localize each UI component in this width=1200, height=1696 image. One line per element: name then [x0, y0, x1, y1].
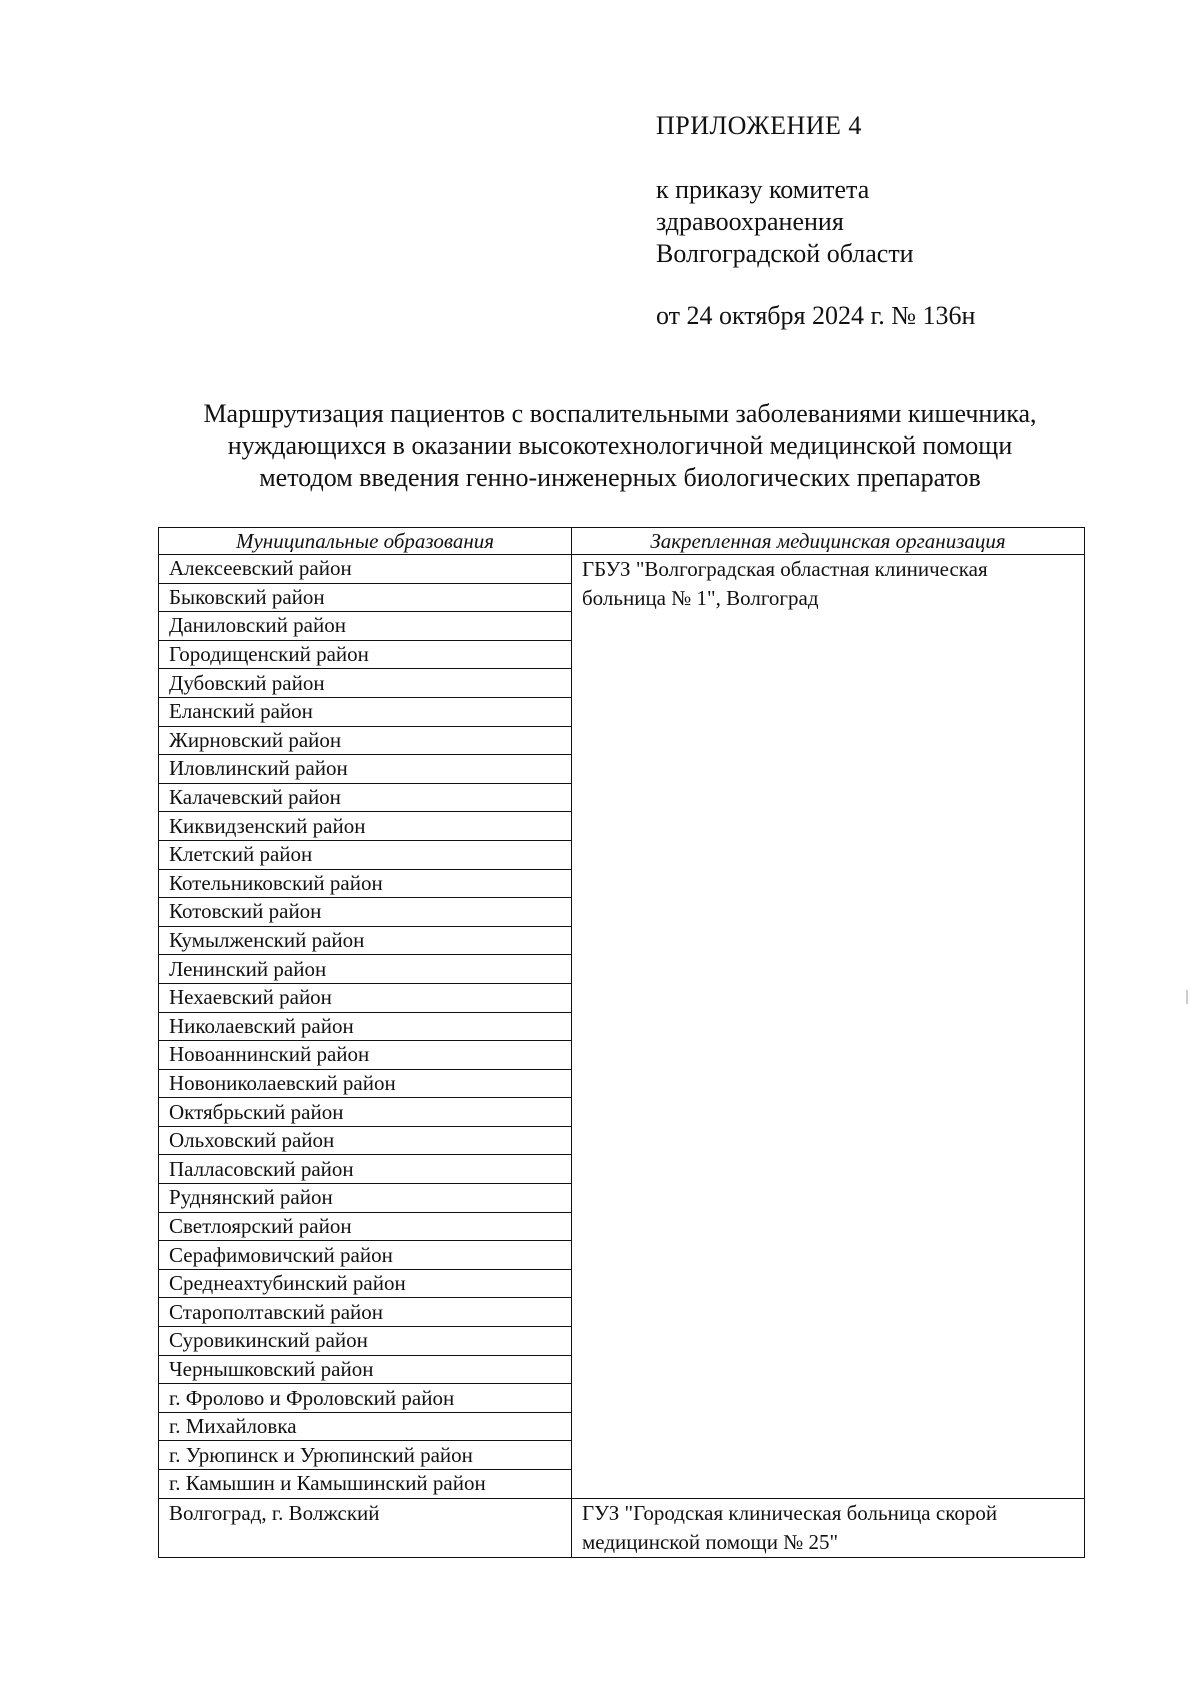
- order-date: от 24 октября 2024 г. № 136н: [656, 301, 976, 330]
- routing-table: [158, 527, 1085, 1558]
- municipality-cell: Николаевский район: [159, 1012, 572, 1041]
- municipality-cell: Даниловский район: [159, 612, 572, 641]
- order-reference-line-1: к приказу комитета: [656, 175, 870, 204]
- municipality-cell: Котовский район: [159, 898, 572, 927]
- header-municipalities: Муниципальные образования: [159, 528, 572, 555]
- municipality-cell: Дубовский район: [159, 669, 572, 698]
- municipality-cell: Волгоград, г. Волжский: [159, 1498, 572, 1557]
- municipality-cell: Еланский район: [159, 697, 572, 726]
- document-title-line-3: методом введения генно-инженерных биологических препаратов: [259, 463, 981, 492]
- municipality-cell: Иловлинский район: [159, 755, 572, 784]
- municipality-cell: Ольховский район: [159, 1126, 572, 1155]
- municipality-cell: г. Фролово и Фроловский район: [159, 1384, 572, 1413]
- municipality-cell: г. Михайловка: [159, 1412, 572, 1441]
- municipality-cell: Серафимовичский район: [159, 1241, 572, 1270]
- table-body: [159, 555, 1085, 1558]
- municipality-cell: Палласовский район: [159, 1155, 572, 1184]
- municipality-cell: Быковский район: [159, 583, 572, 612]
- municipality-cell: Светлоярский район: [159, 1212, 572, 1241]
- municipality-cell: Среднеахтубинский район: [159, 1269, 572, 1298]
- appendix-title: ПРИЛОЖЕНИЕ 4: [656, 111, 862, 140]
- municipality-cell: Старополтавский район: [159, 1298, 572, 1327]
- municipality-cell: Жирновский район: [159, 726, 572, 755]
- organization-cell: ГБУЗ "Волгоградская областная клиническая больница № 1", Волгоград: [572, 555, 1085, 1499]
- order-reference-line-2: здравоохранения: [656, 207, 844, 236]
- document-title: [140, 398, 1100, 494]
- municipality-cell: г. Камышин и Камышинский район: [159, 1470, 572, 1499]
- municipality-cell: Руднянский район: [159, 1184, 572, 1213]
- appendix-header: [656, 110, 1176, 332]
- table-header-row: [159, 528, 1085, 555]
- municipality-cell: Нехаевский район: [159, 983, 572, 1012]
- municipality-cell: Кумылженский район: [159, 926, 572, 955]
- municipality-cell: Суровикинский район: [159, 1327, 572, 1356]
- municipality-cell: г. Урюпинск и Урюпинский район: [159, 1441, 572, 1470]
- table-row: [159, 555, 1085, 584]
- header-organization: Закрепленная медицинская организация: [572, 528, 1085, 555]
- municipality-cell: Октябрьский район: [159, 1098, 572, 1127]
- municipality-cell: Клетский район: [159, 840, 572, 869]
- scan-artifact: [1186, 990, 1188, 1004]
- order-reference-line-3: Волгоградской области: [656, 239, 914, 268]
- table-row: [159, 1498, 1085, 1557]
- document-title-line-2: нуждающихся в оказании высокотехнологичной медицинской помощи: [227, 431, 1013, 460]
- municipality-cell: Городищенский район: [159, 640, 572, 669]
- organization-cell: ГУЗ "Городская клиническая больница скорой медицинской помощи № 25": [572, 1498, 1085, 1557]
- municipality-cell: Котельниковский район: [159, 869, 572, 898]
- municipality-cell: Алексеевский район: [159, 555, 572, 584]
- municipality-cell: Новониколаевский район: [159, 1069, 572, 1098]
- municipality-cell: Киквидзенский район: [159, 812, 572, 841]
- municipality-cell: Новоаннинский район: [159, 1041, 572, 1070]
- municipality-cell: Чернышковский район: [159, 1355, 572, 1384]
- municipality-cell: Ленинский район: [159, 955, 572, 984]
- municipality-cell: Калачевский район: [159, 783, 572, 812]
- document-title-line-1: Маршрутизация пациентов с воспалительными заболеваниями кишечника,: [203, 399, 1037, 428]
